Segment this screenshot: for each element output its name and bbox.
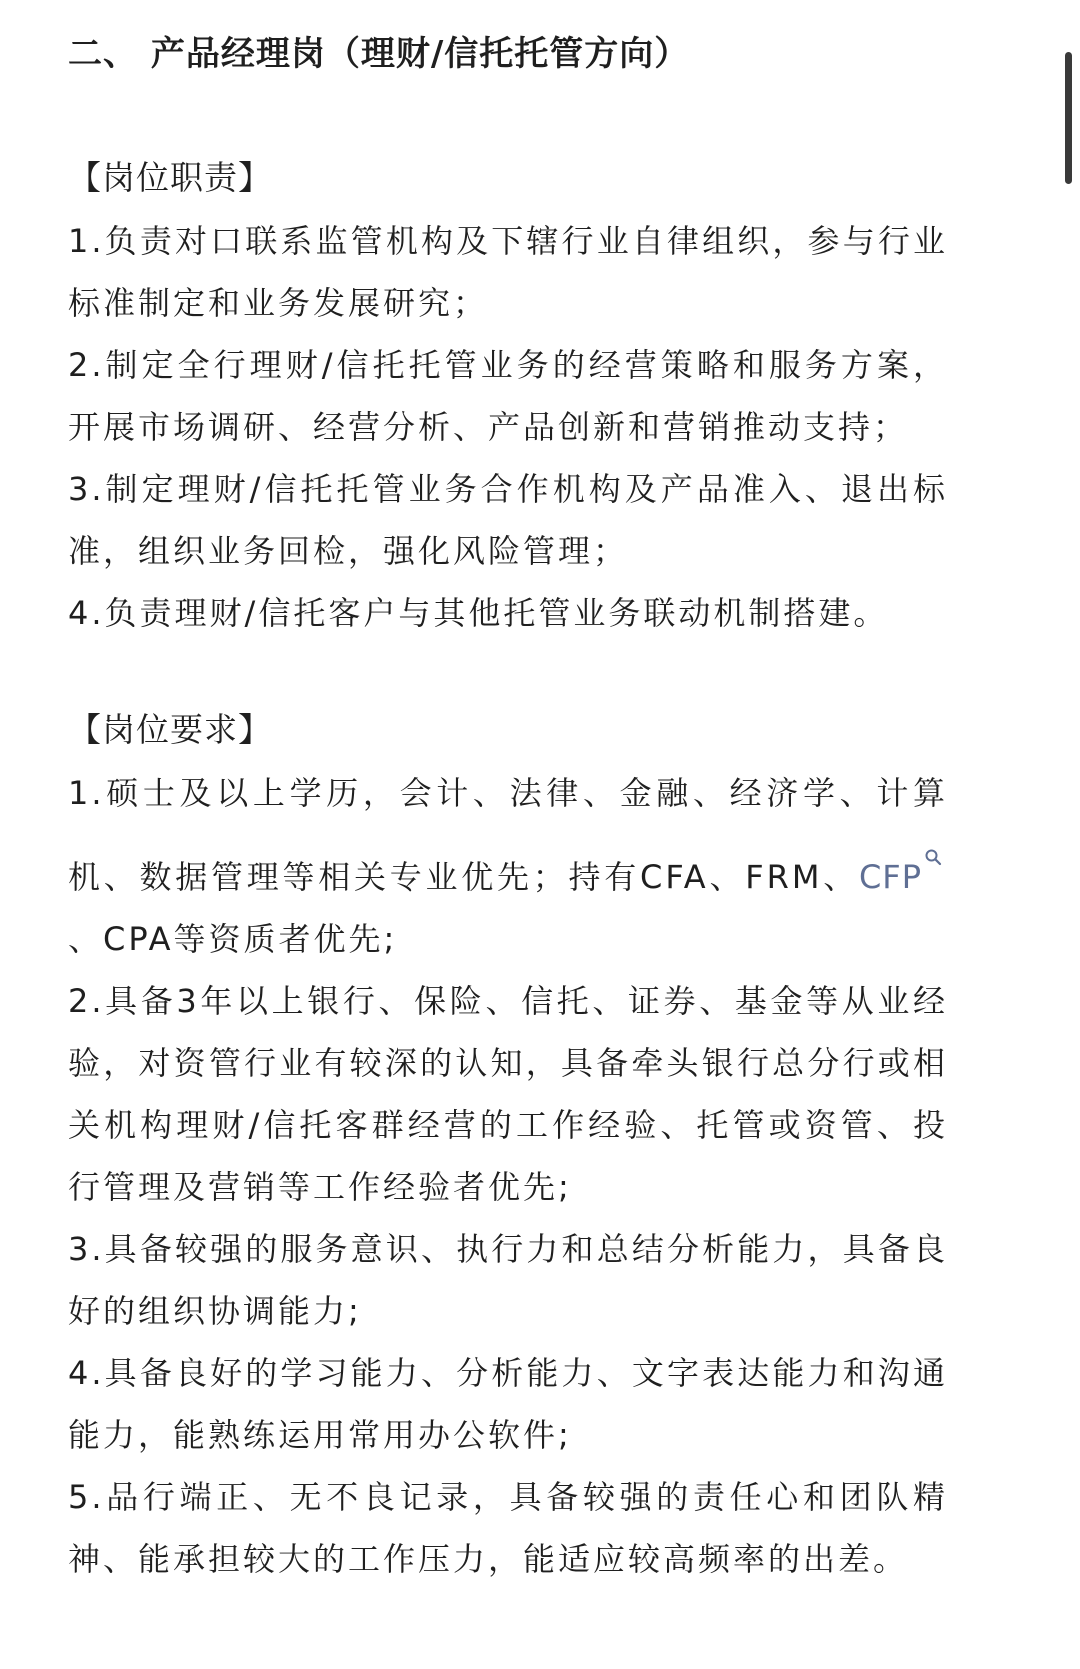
scrollbar[interactable] [1065,52,1072,184]
cfp-link[interactable]: CFP [858,858,922,896]
requirement-item-2: 2.具备3年以上银行、保险、信托、证券、基金等从业经验，对资管行业有较深的认知，具备牵头银行总分行或相关机构理财/信托客群经营的工作经验、托管或资管、投行管理及营销等工作经验者优先; [68,982,948,1206]
search-icon[interactable] [924,824,942,842]
requirements-section [68,700,948,1590]
responsibility-item-4: 4.负责理财/信托客户与其他托管业务联动机制搭建。 [68,594,889,632]
responsibility-item-3: 3.制定理财/信托托管业务合作机构及产品准入、退出标准，组织业务回检，强化风险管理； [68,470,948,570]
requirement-item-3: 3.具备较强的服务意识、执行力和总结分析能力，具备良好的组织协调能力; [68,1230,948,1330]
requirement-item-5: 5.品行端正、无不良记录，具备较强的责任心和团队精神、能承担较大的工作压力，能适应较高频率的出差。 [68,1478,948,1578]
requirements-title: 【岗位要求】 [68,710,272,749]
responsibility-item-1: 1.负责对口联系监管机构及下辖行业自律组织，参与行业标准制定和业务发展研究； [68,222,948,322]
requirement-item-4: 4.具备良好的学习能力、分析能力、文字表达能力和沟通能力，能熟练运用常用办公软件; [68,1354,948,1454]
responsibilities-section [68,148,948,644]
requirement-item-1-text: 1.硕士及以上学历，会计、法律、金融、经济学、计算机、数据管理等相关专业优先；持有CFA、FRM、 [68,774,948,896]
requirement-item-1 [68,762,948,970]
responsibilities-title: 【岗位职责】 [68,158,272,197]
requirement-item-1-tail: 、CPA等资质者优先; [68,920,398,958]
responsibility-item-2: 2.制定全行理财/信托托管业务的经营策略和服务方案，开展市场调研、经营分析、产品创新和营销推动支持； [68,346,948,446]
page-title: 二、 产品经理岗（理财/信托托管方向） [68,34,690,74]
